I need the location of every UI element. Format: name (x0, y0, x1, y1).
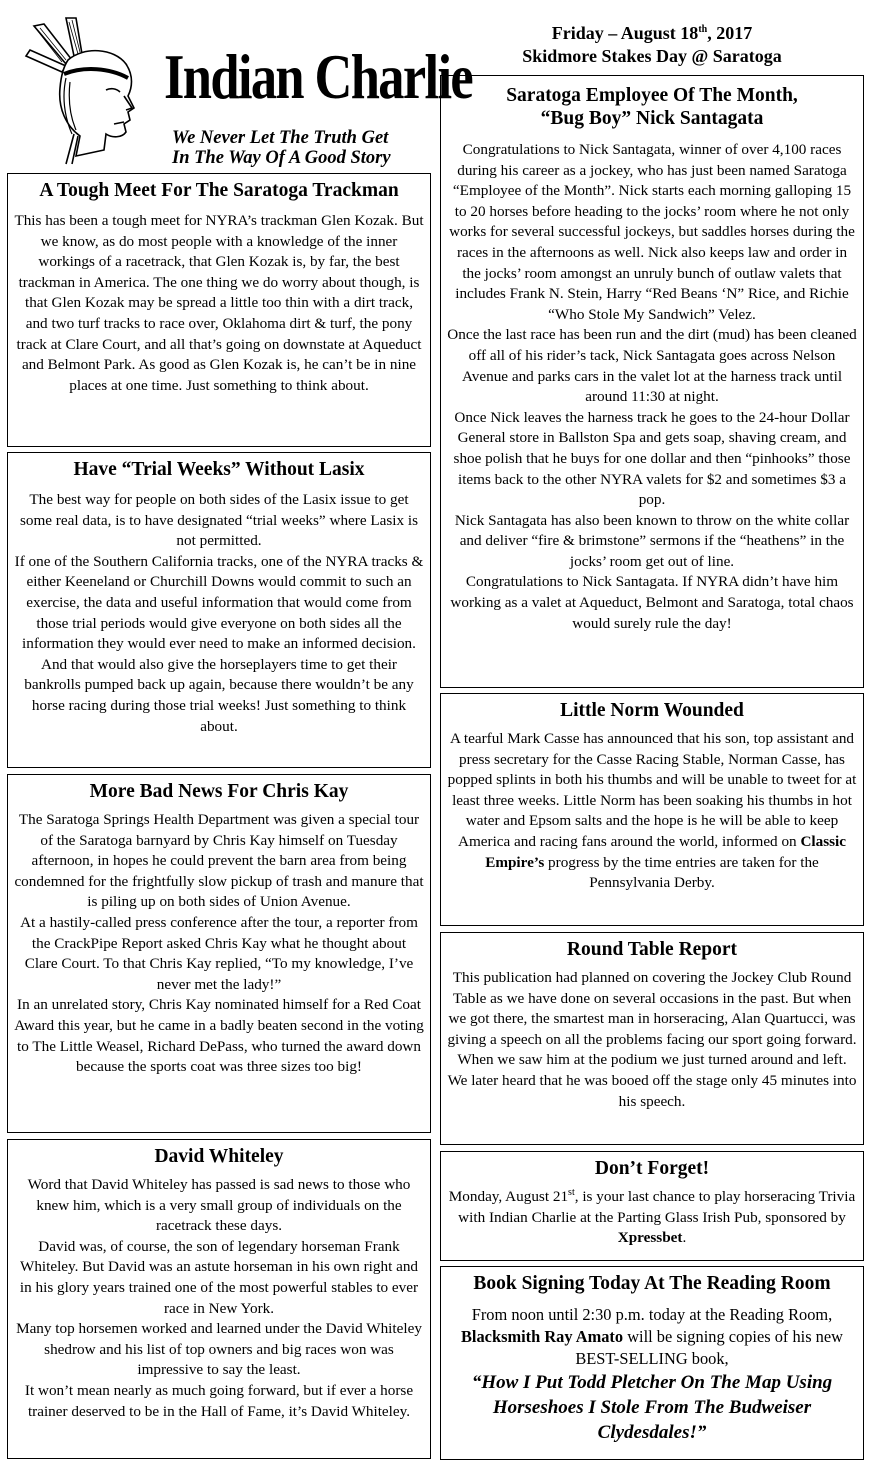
article-title: Don’t Forget! (594, 1158, 710, 1179)
article-title: More Bad News For Chris Kay (89, 781, 349, 802)
article-paragraph: It won’t mean nearly as much going forward, but if ever a horse trainer deserved to be in the Hall of Fame, it’s David Whiteley. (24, 1381, 414, 1420)
dateline (440, 22, 864, 68)
article-title: Have “Trial Weeks” Without Lasix (73, 459, 365, 480)
person-name: Blacksmith Ray Amato (461, 1327, 624, 1346)
article-trackman (7, 173, 431, 447)
article-title: David Whiteley (154, 1146, 284, 1167)
article-title: Round Table Report (566, 939, 738, 960)
article-paragraph: The Saratoga Springs Health Department was given a special tour of the Saratoga barnyard by Chris Kay himself on Tuesday afternoon, in hopes he could prevent the barn area from being condemned for the frightfully slow pickup of trash and manure that is piling up on both sides of Union Avenue. (14, 811, 424, 911)
article-body: A tearful Mark Casse has announced that his son, top assistant and press secretary for the Casse Racing Stable, Norman Casse, has popped splints in both his thumbs and will be unable to tweet for at least three weeks. Little Norm has been soaking his thumbs in hot water and Epsom salts and the hope is he will be able to keep America and racing fans around the world, informed on Classic Empire’s progress by the time entries are taken for the Pennsylvania Derby. (447, 730, 857, 892)
article-title: Saratoga Employee Of The Month, “Bug Boy” Nick Santagata (506, 85, 798, 129)
article-body: This publication had planned on covering the Jockey Club Round Table as we have done on several occasions in the past. But when we got there, the smartest man in horseracing, Alan Quartucci, was giving a speech on all the problems facing our sport going forward. When we saw him at the podium we just turned around and left. We later heard that he was booed off the stage only 45 minutes into his speech. (447, 969, 857, 1110)
masthead-title: Indian Charlie (164, 41, 473, 112)
article-little-norm (440, 693, 864, 926)
masthead (14, 16, 473, 168)
article-whiteley (7, 1139, 431, 1459)
article-paragraph: David was, of course, the son of legendary horseman Frank Whiteley. But David was an astute horseman in his own right and in his glory years trained one of the most powerful stables to ever race in New York. (19, 1237, 419, 1317)
article-dont-forget (440, 1151, 864, 1261)
article-body: From noon until 2:30 p.m. today at the Reading Room, Blacksmith Ray Amato will be signing copies of his new BEST-SELLING book, (461, 1305, 843, 1368)
dateline-event: Skidmore Stakes Day @ Saratoga (522, 46, 782, 66)
article-paragraph: In an unrelated story, Chris Kay nominated himself for a Red Coat Award this year, but he came in a badly beaten second in the voting to The Little Weasel, Richard DePass, who turned the award down because the sports coat was three sizes too big! (14, 996, 424, 1076)
article-paragraph: Congratulations to Nick Santagata. If NYRA didn’t have him working as a valet at Aqueduct, Belmont and Saratoga, total chaos would surely rule the day! (450, 573, 854, 632)
article-title: A Tough Meet For The Saratoga Trackman (39, 180, 399, 201)
article-paragraph: Word that David Whiteley has passed is sad news to those who knew him, which is a very small group of individuals on the racetrack these days. (27, 1176, 411, 1235)
masthead-tagline (172, 128, 391, 168)
tagline-line-2: In The Way Of A Good Story (172, 148, 391, 168)
article-paragraph: Once Nick leaves the harness track he goes to the 24-hour Dollar General store in Ballston Spa and gets soap, shaving cream, and shoe polish that he buys for one dollar and then “pinhooks” those items back to the other NYRA valets for $2 and sometimes $3 a pop. (453, 408, 851, 509)
article-round-table (440, 932, 864, 1145)
sponsor-name: Xpressbet (617, 1229, 683, 1247)
article-title: Book Signing Today At The Reading Room (473, 1273, 831, 1294)
book-title: “How I Put Todd Pletcher On The Map Using Horseshoes I Stole From The Budweiser Clydesdales!” (471, 1372, 833, 1443)
article-paragraph: Congratulations to Nick Santagata, winner of over 4,100 races during his career as a jockey, who has just been named Saratoga “Employee of the Month”. Nick starts each morning galloping 15 to 20 horses before heading to the jocks’ room where he not only works for several successful jockeys, but saddles horses during the races in the afternoons as well. Nick also keeps law and order in the jocks’ room amongst an unruly bunch of outlaw valets that includes Frank N. Stein, Harry “Red Beans ‘N” Rice, and Richie “Who Stole My Sandwich” Velez. (449, 141, 855, 323)
article-chris-kay (7, 774, 431, 1133)
horse-name: Classic Empire’s (485, 832, 846, 871)
article-paragraph: Once the last race has been run and the dirt (mud) has been cleaned off all of his rider’s tack, Nick Santagata goes across Nelson Avenue and parks cars in the valet lot at the harness track until around 11:30 at night. (447, 326, 857, 406)
article-paragraph: At a hastily-called press conference after the tour, a reporter from the CrackPipe Report asked Chris Kay what he thought about Clare Court. To that Chris Kay replied, “To my knowledge, I’ve never met the lady!” (20, 913, 418, 993)
indian-head-logo-icon (14, 16, 164, 166)
article-paragraph: The best way for people on both sides of the Lasix issue to get some real data, is to have designated “trial weeks” where Lasix is not permitted. (19, 491, 419, 550)
tagline-line-1: We Never Let The Truth Get (172, 128, 389, 148)
article-paragraph: Nick Santagata has also been known to throw on the white collar and deliver “fire & brimstone” sermons if the “heathens” in the jocks’ room get out of line. (454, 511, 850, 570)
article-paragraph: Many top horsemen worked and learned under the David Whiteley shedrow and his list of top owners and big races won was impressive to say the least. (16, 1320, 422, 1379)
article-title: Little Norm Wounded (560, 700, 744, 721)
article-body: Monday, August 21st, is your last chance to play horseracing Trivia with Indian Charlie at the Parting Glass Irish Pub, sponsored by Xpressbet. (448, 1186, 856, 1247)
article-book-signing (440, 1266, 864, 1460)
article-body: This has been a tough meet for NYRA’s trackman Glen Kozak. But we know, as do most people with a knowledge of the inner workings of a racetrack, that Glen Kozak is, by far, the best trackman in America. The one thing we do worry about though, is that Glen Kozak may be spread a little too thin with a dirt track, and two turf tracks to race over, Oklahoma dirt & turf, the pony track at Clare Court, and all that’s going on downstate at Aqueduct and Belmont Park. As good as Glen Kozak is, he can’t be in nine places at one time. Just something to think about. (14, 212, 424, 394)
article-lasix (7, 452, 431, 768)
dateline-date: Friday – August 18th, 2017 (551, 23, 753, 43)
article-paragraph: If one of the Southern California tracks, one of the NYRA tracks & either Keeneland or Churchill Downs would commit to such an exercise, the data and useful information that would come from those trial periods would give everyone on both sides all the information they would ever need to make an informed decision. And that would also give the horseplayers time to get their bankrolls pumped back up again, because there wouldn’t be any horse racing during those trial weeks! Just something to think about. (14, 552, 424, 735)
article-employee-of-month (440, 75, 864, 688)
